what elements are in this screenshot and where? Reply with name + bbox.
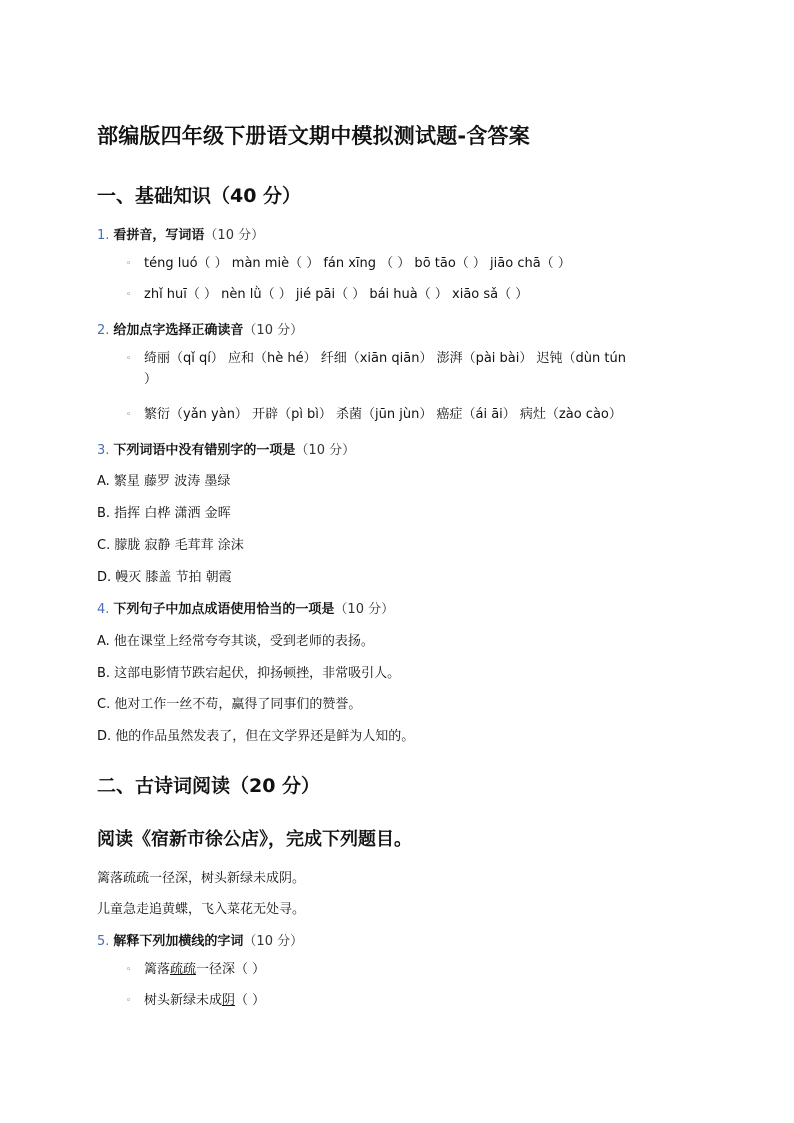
question-text: 给加点字选择正确读音 [113, 323, 244, 338]
option-c: C. 他对工作一丝不苟，赢得了同事们的赞誉。 [97, 697, 362, 712]
question-text: 解释下列加横线的字词 [113, 934, 244, 949]
reading-instruction: 阅读《宿新市徐公店》，完成下列题目。 [97, 829, 412, 850]
question-5 [97, 930, 303, 949]
bullet-icon: ◦ [126, 996, 132, 1006]
section-heading-basics: 一、基础知识（40 分） [97, 185, 302, 207]
document-title: 部编版四年级下册语文期中模拟测试题-含答案 [97, 124, 530, 148]
option-a: A. 繁星 藤罗 波涛 墨绿 [97, 474, 231, 489]
bullet-icon: ◦ [126, 410, 132, 420]
reading-row: 繁衍（yǎn yàn） 开辟（pì bì） 杀菌（jūn jùn） 癌症（ái āi） 病灶（zào cào） [144, 407, 622, 422]
bullet-icon: ◦ [126, 290, 132, 300]
question-2 [97, 319, 303, 338]
term-item: 篱落疏疏一径深（ ） [144, 962, 266, 977]
term-item: 树头新绿未成阴（ ） [144, 993, 266, 1008]
pinyin-row: téng luó（ ） màn miè（ ） fán xīng （ ） bō tāo（ ） jiāo chā（ ） [144, 256, 571, 271]
question-1 [97, 224, 264, 243]
question-3 [97, 439, 355, 458]
question-score: （10 分） [243, 323, 304, 338]
option-c: C. 朦胧 寂静 毛茸茸 涂沫 [97, 538, 244, 553]
question-number: 5. [97, 934, 110, 949]
option-b: B. 这部电影情节跌宕起伏，抑扬顿挫，非常吸引人。 [97, 666, 401, 681]
reading-row-wrap: ） [144, 372, 158, 387]
bullet-icon: ◦ [126, 259, 132, 269]
question-score: （10 分） [243, 934, 304, 949]
question-text: 下列词语中没有错别字的一项是 [113, 443, 296, 458]
underlined-term: 疏疏 [170, 962, 197, 977]
bullet-icon: ◦ [126, 965, 132, 975]
section-heading-poetry: 二、古诗词阅读（20 分） [97, 775, 321, 797]
question-score: （10 分） [295, 443, 356, 458]
bullet-icon: ◦ [126, 354, 132, 364]
question-number: 2. [97, 323, 110, 338]
question-text: 看拼音，写词语 [113, 228, 205, 243]
pinyin-row: zhǐ huī（ ） nèn lǜ（ ） jié pāi（ ） bái huà（ ） xiāo sǎ（ ） [144, 287, 529, 302]
question-number: 4. [97, 602, 110, 617]
poem-line: 篱落疏疏一径深，树头新绿未成阴。 [97, 871, 306, 886]
question-text: 下列句子中加点成语使用恰当的一项是 [113, 602, 335, 617]
question-number: 1. [97, 228, 110, 243]
question-score: （10 分） [334, 602, 395, 617]
question-score: （10 分） [204, 228, 265, 243]
option-d: D. 他的作品虽然发表了，但在文学界还是鲜为人知的。 [97, 729, 415, 744]
option-d: D. 幔灭 膝盖 节拍 朝霞 [97, 570, 232, 585]
question-4 [97, 598, 394, 617]
option-a: A. 他在课堂上经常夸夸其谈，受到老师的表扬。 [97, 634, 374, 649]
poem-line: 儿童急走追黄蝶，飞入菜花无处寻。 [97, 902, 306, 917]
question-number: 3. [97, 443, 110, 458]
option-b: B. 指挥 白桦 潇洒 金晖 [97, 506, 231, 521]
underlined-term: 阴 [222, 993, 236, 1008]
reading-row: 绮丽（qǐ qí） 应和（hè hé） 纤细（xiān qiān） 澎湃（pài bài） 迟钝（dùn tún [144, 351, 626, 366]
